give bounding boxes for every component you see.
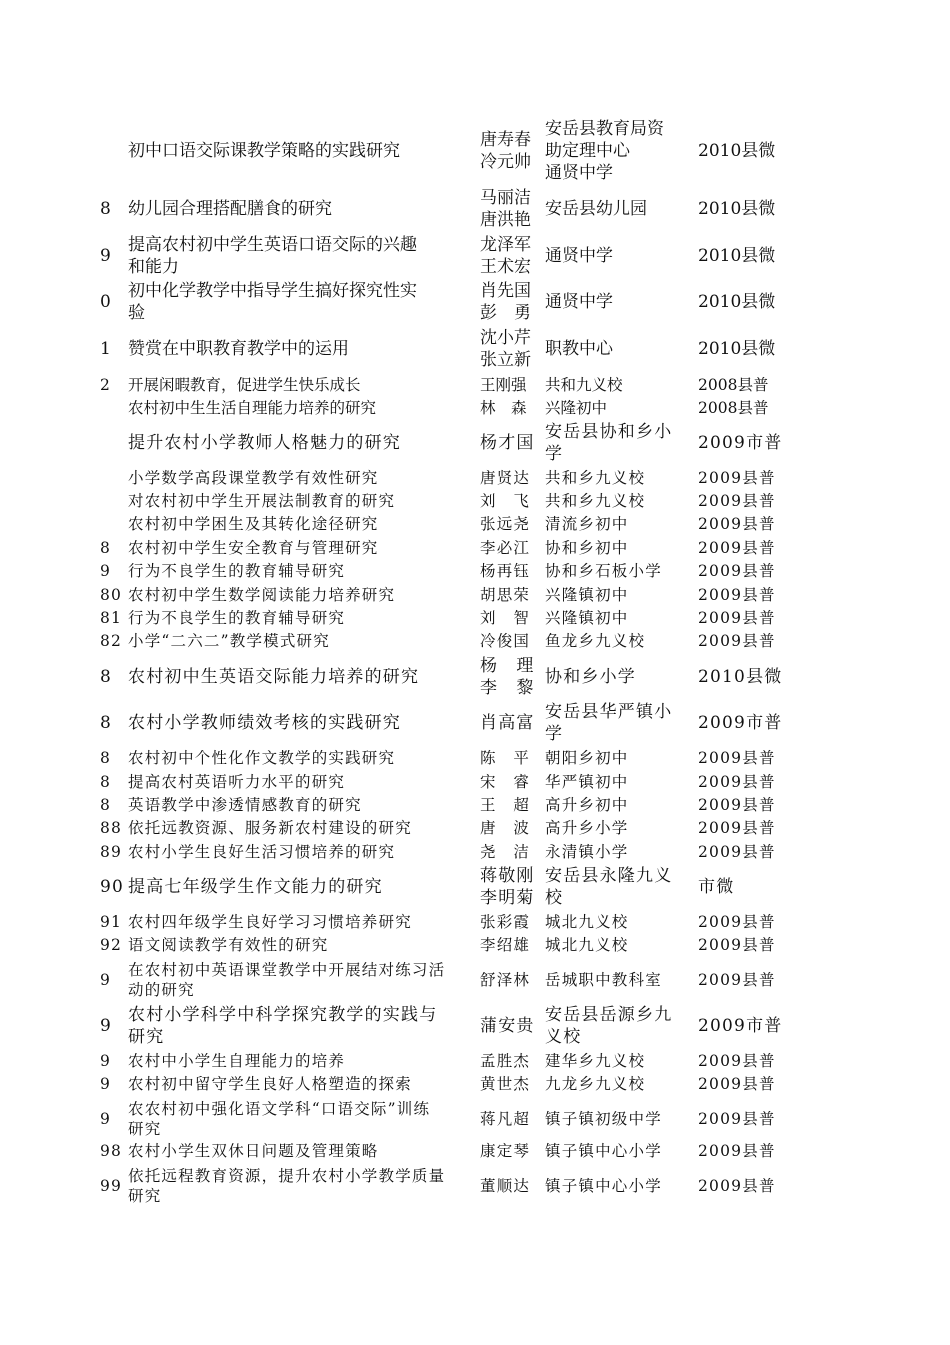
project-unit: 九龙乡九义校 <box>545 1075 646 1094</box>
project-title: 英语教学中渗透情感教育的研究 <box>128 796 362 815</box>
project-unit: 通贤中学 <box>545 291 613 312</box>
project-year-level: 2010县微 <box>698 140 776 161</box>
project-year-level: 2010县微 <box>698 338 776 359</box>
project-year-level: 2008县普 <box>698 399 769 418</box>
project-authors: 黄世杰 <box>480 1075 531 1094</box>
project-year-level: 2009县普 <box>698 749 776 768</box>
project-unit: 安岳县幼儿园 <box>545 198 647 219</box>
project-title: 农村小学科学中科学探究教学的实践与 研究 <box>128 1004 438 1047</box>
project-unit: 兴隆镇初中 <box>545 609 629 628</box>
row-number <box>100 490 128 513</box>
table-row <box>0 118 950 184</box>
table-row <box>0 560 950 583</box>
table-row <box>0 771 950 794</box>
project-authors: 龙泽军 王术宏 <box>480 234 531 277</box>
row-number: 91 <box>100 913 123 932</box>
table-row <box>0 279 950 325</box>
project-year-level: 2009县普 <box>698 773 776 792</box>
project-authors: 孟胜杰 <box>480 1052 531 1071</box>
project-title: 初中口语交际课教学策略的实践研究 <box>128 140 400 161</box>
project-unit: 高升乡初中 <box>545 796 629 815</box>
row-number <box>100 397 128 420</box>
project-title: 对农村初中学生开展法制教育的研究 <box>128 492 396 511</box>
project-title: 农村初中个性化作文教学的实践研究 <box>128 749 396 768</box>
row-number: 89 <box>100 843 123 862</box>
table-row <box>0 864 950 910</box>
project-title: 依托远程教育资源，提升农村小学教学质量 研究 <box>128 1166 446 1205</box>
row-number: 81 <box>100 609 123 628</box>
row-number: 9 <box>100 1075 112 1094</box>
project-title: 农村初中学生数学阅读能力培养研究 <box>128 586 396 605</box>
project-unit: 共和九义校 <box>545 376 623 395</box>
project-year-level: 2009县普 <box>698 632 776 651</box>
project-unit: 岳城职中教科室 <box>545 970 662 989</box>
project-title: 农村小学生双休日问题及管理策略 <box>128 1142 379 1161</box>
row-number: 8 <box>100 198 111 219</box>
project-unit: 兴隆镇初中 <box>545 586 629 605</box>
row-number: 98 <box>100 1142 123 1161</box>
table-row <box>0 186 950 232</box>
project-authors: 康定琴 <box>480 1142 531 1161</box>
row-number <box>100 420 128 466</box>
project-year-level: 2009县普 <box>698 539 776 558</box>
row-number: 8 <box>100 539 112 558</box>
project-authors: 唐寿春 冷元帅 <box>480 129 531 172</box>
project-authors: 董顺达 <box>480 1176 531 1195</box>
project-title: 开展闲暇教育，促进学生快乐成长 <box>128 376 361 395</box>
project-unit: 职教中心 <box>545 338 613 359</box>
project-authors: 刘 智 <box>480 609 531 628</box>
table-row <box>0 841 950 864</box>
project-title: 赞赏在中职教育教学中的运用 <box>128 338 349 359</box>
project-year-level: 2009县普 <box>698 609 776 628</box>
project-authors: 林 森 <box>480 399 527 418</box>
row-number <box>100 118 128 184</box>
row-number: 0 <box>100 291 111 312</box>
table-row <box>0 233 950 279</box>
row-number: 9 <box>100 245 111 266</box>
row-number: 9 <box>100 562 112 581</box>
project-unit: 高升乡小学 <box>545 819 629 838</box>
row-number <box>100 513 128 536</box>
row-number: 8 <box>100 796 112 815</box>
project-authors: 杨 理 李 黎 <box>480 655 535 698</box>
project-year-level: 2009县普 <box>698 469 776 488</box>
row-number: 92 <box>100 936 123 955</box>
project-authors: 唐贤达 <box>480 469 531 488</box>
row-number: 1 <box>100 338 111 359</box>
project-unit: 协和乡小学 <box>545 666 636 687</box>
project-year-level: 市微 <box>698 876 735 897</box>
table-row <box>0 513 950 536</box>
row-number: 99 <box>100 1176 123 1195</box>
project-unit: 协和乡初中 <box>545 539 629 558</box>
project-year-level: 2009市普 <box>698 712 783 733</box>
table-row <box>0 1163 950 1209</box>
project-title: 农村小学教师绩效考核的实践研究 <box>128 712 401 733</box>
project-year-level: 2009县普 <box>698 1052 776 1071</box>
project-unit: 建华乡九义校 <box>545 1052 646 1071</box>
project-unit: 安岳县教育局资 助定理中心 通贤中学 <box>545 118 664 184</box>
project-year-level: 2009市普 <box>698 1015 783 1036</box>
row-number: 9 <box>100 1109 112 1128</box>
table-row <box>0 467 950 490</box>
project-title: 农村中小学生自理能力的培养 <box>128 1052 346 1071</box>
project-authors: 张彩霞 <box>480 913 531 932</box>
project-authors: 陈 平 <box>480 749 531 768</box>
project-year-level: 2009县普 <box>698 515 776 534</box>
project-title: 提高七年级学生作文能力的研究 <box>128 876 383 897</box>
project-authors: 王刚强 <box>480 376 527 395</box>
table-row <box>0 934 950 957</box>
row-number: 2 <box>100 376 110 395</box>
project-year-level: 2010县微 <box>698 291 776 312</box>
project-authors: 刘 飞 <box>480 492 531 511</box>
project-unit: 城北九义校 <box>545 913 629 932</box>
table-row <box>0 630 950 653</box>
table-row <box>0 747 950 770</box>
project-authors: 蒋敬刚 李明菊 <box>480 865 535 908</box>
row-number: 80 <box>100 586 123 605</box>
project-unit: 安岳县岳源乡九 义校 <box>545 1004 673 1047</box>
project-title: 农村四年级学生良好学习习惯培养研究 <box>128 913 412 932</box>
project-year-level: 2009县普 <box>698 796 776 815</box>
project-authors: 蒋凡超 <box>480 1109 531 1128</box>
project-year-level: 2009县普 <box>698 913 776 932</box>
project-year-level: 2010县微 <box>698 666 783 687</box>
project-unit: 共和乡九义校 <box>545 469 646 488</box>
project-authors: 尧 洁 <box>480 843 531 862</box>
project-title: 小学“二六二”教学模式研究 <box>128 632 330 651</box>
table-row <box>0 654 950 700</box>
row-number: 9 <box>100 970 112 989</box>
project-unit: 城北九义校 <box>545 936 629 955</box>
project-title: 农村初中学困生及其转化途径研究 <box>128 515 379 534</box>
row-number: 8 <box>100 749 112 768</box>
project-unit: 镇子镇中心小学 <box>545 1176 662 1195</box>
table-row <box>0 397 950 420</box>
row-number: 9 <box>100 1052 112 1071</box>
project-authors: 胡思荣 <box>480 586 531 605</box>
project-title: 幼儿园合理搭配膳食的研究 <box>128 198 332 219</box>
table-row <box>0 700 950 746</box>
row-number: 8 <box>100 666 113 687</box>
project-authors: 李必江 <box>480 539 531 558</box>
project-authors: 舒泽林 <box>480 970 531 989</box>
project-year-level: 2009县普 <box>698 562 776 581</box>
project-authors: 蒲安贵 <box>480 1015 535 1036</box>
project-unit: 安岳县华严镇小 学 <box>545 701 673 744</box>
project-title: 农村初中生英语交际能力培养的研究 <box>128 666 420 687</box>
project-unit: 通贤中学 <box>545 245 613 266</box>
project-unit: 朝阳乡初中 <box>545 749 629 768</box>
project-title: 农村初中留守学生良好人格塑造的探索 <box>128 1075 412 1094</box>
project-title: 语文阅读教学有效性的研究 <box>128 936 329 955</box>
project-year-level: 2009县普 <box>698 819 776 838</box>
project-unit: 镇子镇初级中学 <box>545 1109 662 1128</box>
project-year-level: 2010县微 <box>698 198 776 219</box>
project-year-level: 2009市普 <box>698 432 783 453</box>
table-row <box>0 1003 950 1049</box>
project-title: 农村小学生良好生活习惯培养的研究 <box>128 843 396 862</box>
table-row <box>0 957 950 1003</box>
project-year-level: 2009县普 <box>698 1109 776 1128</box>
project-unit: 安岳县永隆九义 校 <box>545 865 673 908</box>
table-row <box>0 1073 950 1096</box>
project-title: 行为不良学生的教育辅导研究 <box>128 562 346 581</box>
project-authors: 冷俊国 <box>480 632 531 651</box>
project-authors: 肖先国 彭 勇 <box>480 280 531 323</box>
project-title: 初中化学教学中指导学生搞好探究性实 验 <box>128 280 417 323</box>
row-number: 8 <box>100 773 112 792</box>
table-row <box>0 1050 950 1073</box>
row-number: 9 <box>100 1015 113 1036</box>
project-title: 农农村初中强化语文学科“口语交际”训练 研究 <box>128 1099 431 1138</box>
project-year-level: 2008县普 <box>698 376 769 395</box>
project-authors: 李绍雄 <box>480 936 531 955</box>
project-unit: 协和乡石板小学 <box>545 562 662 581</box>
project-title: 在农村初中英语课堂教学中开展结对练习活 动的研究 <box>128 960 446 999</box>
project-title: 提升农村小学教师人格魅力的研究 <box>128 432 401 453</box>
project-title: 行为不良学生的教育辅导研究 <box>128 609 346 628</box>
project-title: 依托远教资源、服务新农村建设的研究 <box>128 819 412 838</box>
project-unit: 兴隆初中 <box>545 399 608 418</box>
project-year-level: 2009县普 <box>698 970 776 989</box>
table-row <box>0 584 950 607</box>
project-unit: 永清镇小学 <box>545 843 629 862</box>
row-number: 82 <box>100 632 123 651</box>
project-unit: 安岳县协和乡小 学 <box>545 421 673 464</box>
project-year-level: 2009县普 <box>698 492 776 511</box>
table-row <box>0 490 950 513</box>
project-unit: 共和乡九义校 <box>545 492 646 511</box>
project-authors: 宋 睿 <box>480 773 531 792</box>
project-authors: 肖高富 <box>480 712 535 733</box>
table-row <box>0 1096 950 1142</box>
project-year-level: 2009县普 <box>698 843 776 862</box>
project-title: 农村初中学生安全教育与管理研究 <box>128 539 379 558</box>
table-row <box>0 1140 950 1163</box>
project-unit: 鱼龙乡九义校 <box>545 632 646 651</box>
project-authors: 沈小芹 张立新 <box>480 327 531 370</box>
project-title: 提高农村初中学生英语口语交际的兴趣 和能力 <box>128 234 417 277</box>
row-number: 8 <box>100 712 113 733</box>
table-row <box>0 374 950 397</box>
project-title: 小学数学高段课堂教学有效性研究 <box>128 469 379 488</box>
row-number <box>100 467 128 490</box>
table-row <box>0 326 950 372</box>
project-unit: 镇子镇中心小学 <box>545 1142 662 1161</box>
project-authors: 王 超 <box>480 796 531 815</box>
project-authors: 张远尧 <box>480 515 531 534</box>
row-number: 90 <box>100 876 125 897</box>
table-row <box>0 607 950 630</box>
row-number: 88 <box>100 819 123 838</box>
table-row <box>0 420 950 466</box>
project-unit: 清流乡初中 <box>545 515 629 534</box>
project-authors: 杨才国 <box>480 432 535 453</box>
project-unit: 华严镇初中 <box>545 773 629 792</box>
project-authors: 杨再钰 <box>480 562 531 581</box>
project-year-level: 2009县普 <box>698 1142 776 1161</box>
project-year-level: 2009县普 <box>698 1176 776 1195</box>
table-row <box>0 537 950 560</box>
project-authors: 唐 波 <box>480 819 531 838</box>
project-authors: 马丽洁 唐洪艳 <box>480 187 531 230</box>
project-title: 提高农村英语听力水平的研究 <box>128 773 346 792</box>
project-year-level: 2009县普 <box>698 936 776 955</box>
table-row <box>0 911 950 934</box>
project-year-level: 2009县普 <box>698 1075 776 1094</box>
table-row <box>0 817 950 840</box>
table-row <box>0 794 950 817</box>
project-year-level: 2009县普 <box>698 586 776 605</box>
project-title: 农村初中生生活自理能力培养的研究 <box>128 399 377 418</box>
project-year-level: 2010县微 <box>698 245 776 266</box>
